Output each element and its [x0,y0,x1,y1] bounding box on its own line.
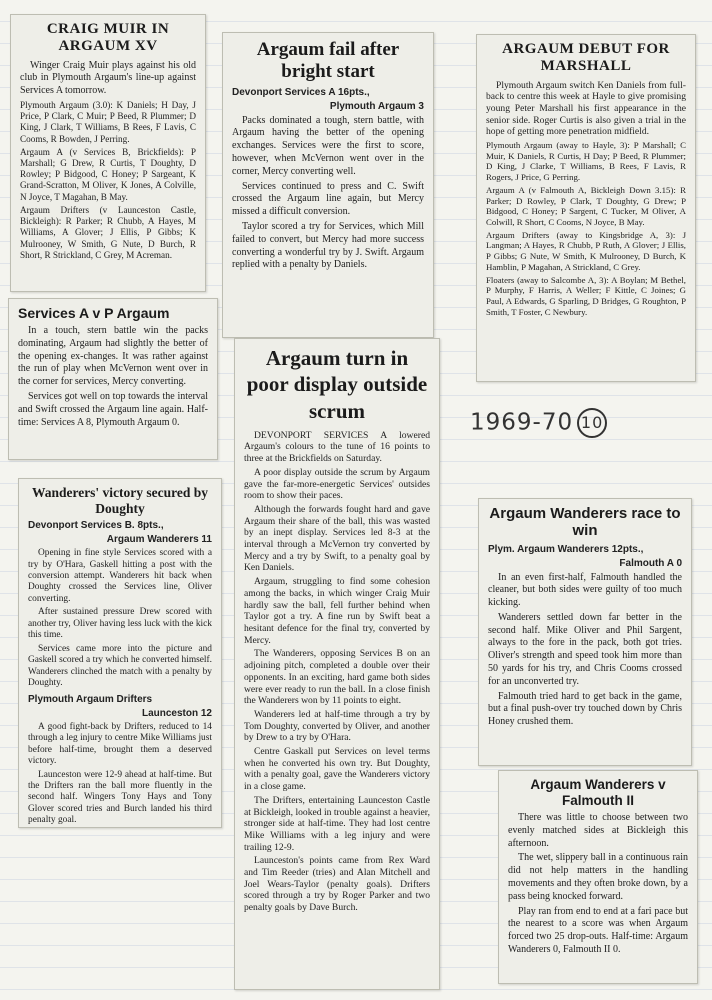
score-line: Falmouth A 0 [619,557,682,569]
paragraph: Wanderers settled down far better in the second half. Mike Oliver and Phil Sargent, always to the fore in the pack, both got tries. Oliver's strength and speed took him more than 50 yards for his try, and Chris Cooms crossed for an unconverted try. [488,611,682,687]
team-lineup: Argaum A (v Falmouth A, Bickleigh Down 3.15): R Parker; D Rowley, P Clark, T Doughty, G Drew; P Bidgood, C Honey; P Sargent, C Tucker, M Oliver, A Colwill, R Short, C Cooms, N Joyce, B May. [486,184,686,228]
headline: ARGAUM DEBUT FOR MARSHALL [502,41,670,75]
paragraph: In a touch, stern battle win the packs dominating, Argaum had slightly the better of the opening ex-changes. It was rather against the run of play when McVernon went over in the corner for services, Mercy converting. [18,325,208,388]
score-line: Plym. Argaum Wanderers 12pts., [488,543,644,555]
paragraph: The Drifters, entertaining Launceston Castle at Bickleigh, looked in trouble against a heavier, stronger side at half-time. They had lost centre Mike Williams with a leg injury and were trailing 12-9. [244,794,430,853]
score-line: Devonport Services A 16pts., [232,86,370,98]
score-line: Devonport Services B. 8pts., [28,520,164,532]
team-lineup: Argaum Drifters (v Launceston Castle, Bickleigh): R Parker; R Chubb, A Hayes, M Williams, A Glover; J Ellis, P Gibbs; K Mulrooney, W Smith, G Nute, D Burch, R Short, R Strickland, C Grey, M Acreman. [20,204,196,260]
paragraph: Services came more into the picture and Gaskell scored a try which he converted himself. Wanderers clinched the match with a penalty by Doughty. [28,643,212,689]
paragraph: A good fight-back by Drifters, reduced to 14 through a leg injury to centre Mike Williams just before half-time, brought them a deserved victory. [28,721,212,767]
page-number-circled: 10 [577,408,607,438]
paragraph: DEVONPORT SERVICES A lowered Argaum's colours to the tune of 16 points to three at the Brickfields on Saturday. [244,429,430,465]
paragraph: Opening in fine style Services scored with a try by O'Hara, Gaskell hitting a post with the conversion attempt. Wanderers hit back when Doughty crossed the Services line, Oliver converting. [28,548,212,604]
paragraph: After sustained pressure Drew scored with another try, Oliver having less luck with the kick this time. [28,607,212,641]
paragraph: A poor display outside the scrum by Argaum gave the far-more-energetic Services' outsides room to show their paces. [244,466,430,502]
team-lineup: Argaum A (v Services B, Brickfields): P Marshall; G Drew, R Curtis, T Doughty, D Rowley; P Bidgood, C Honey; P Sargeant, K Grand-Scratton, M Oliver, K Jones, A Colville, N Joyce, T Magahan, B May. [20,146,196,202]
paragraph: Play ran from end to end at a fari pace but the nearest to a score was when Argaum forced two 25 drop-outs. Half-time: Argaum Wanderers 0, Falmouth II 0. [508,905,688,955]
clipping-bright-start [222,32,434,338]
headline: Services A v P Argaum [18,305,170,321]
paragraph: Winger Craig Muir plays against his old club in Plymouth Argaum's line-up against Services A tomorrow. [20,59,196,97]
paragraph: Services continued to press and C. Swift crossed the Argaum line again, but Mercy missed a difficult conversion. [232,180,424,218]
handwritten-season-note [470,408,640,438]
paragraph: Argaum, struggling to find some cohesion among the backs, in which winger Craig Muir hardly saw the ball, fell further behind when Taylor got a try. A fine run by Swift beat a hesitant defence for the final try, converted by Mercy. [244,576,430,646]
paragraph: Launceston's points came from Rex Ward and Tim Reeder (tries) and Alan Mitchell and Joel Wears-Taylor (penalty goals). Drifters scored through a try by Roger Parker and two penalty goals by Dave Burch. [244,855,430,914]
headline: Argaum Wanderers race to win [489,505,681,540]
clipping-falmouth-ii [498,770,698,984]
clipping-poor-display [234,338,440,990]
headline: Argaum turn in poor display outside scrum [246,346,428,423]
clipping-race-to-win [478,498,692,766]
paragraph: There was little to choose between two evenly matched sides at Bickleigh this afternoon. [508,812,688,849]
team-lineup: Argaum Drifters (away to Kingsbridge A, 3): J Langman; A Hayes, R Chubb, P Ruth, A Glover; J Ellis, P Gibbs; G Nute, W Smith, K Mulrooney, D Burch, K Hamblin, P Magahan, A Strickland, C Grey. [486,229,686,272]
team-lineup: Plymouth Argaum (away to Hayle, 3): P Marshall; C Muir, K Daniels, R Curtis, H Day; P Beed, R Plummer; D King, J Clarke, T Williams, B Rees, F Lavis, R Rogers, J Price, G Perring. [486,140,686,183]
team-lineup: Floaters (away to Salcombe A, 3): A Boylan; M Bethel, P Murphy, F Harris, A Weller; F Kittle, C Joines; G Paul, A Edwards, G Sparling, D Bridges, G Roughton, P Smith, T Foster, C Newbury. [486,274,686,317]
clipping-debut-marshall [476,34,696,382]
clipping-wanderers-victory [18,478,222,828]
paragraph: Although the forwards fought hard and gave Argaum their share of the ball, this was wasted by an inept display. Services led 8-3 at the interval through a McVernon try converted by Mercy and a try by Swift, to a penalty goal by Ken Daniels. [244,503,430,574]
paragraph: Services got well on top towards the interval and Swift crossed the Argaum line again. Half-time: Services A 8, Plymouth Argaum 0. [18,391,208,428]
score-line: Argaum Wanderers 11 [106,534,212,546]
headline: Argaum fail after bright start [256,39,400,82]
paragraph: Plymouth Argaum switch Ken Daniels from full-back to centre this week at Hayle to give promising young Peter Marshall his first appearance in the senior side. Roger Curtis is also given a trial in the hope of getting more penetration midfield. [486,79,686,138]
paragraph: Launceston were 12-9 ahead at half-time. But the Drifters ran the ball more fluently in the second half. Wingers Tony Hays and Tony Glover scored tries and Burch landed his third penalty goal. [28,769,212,826]
paragraph: Falmouth tried hard to get back in the game, but a final push-over try touched down by Chris Honey crushed them. [488,690,682,728]
paragraph: Packs dominated a tough, stern battle, with Argaum having the better of the opening exchanges. Services were the first to score, however, when McVernon went over in the corner, Mercy converting well. [232,114,424,177]
season-text: 1969-70 [470,409,574,436]
paragraph: Centre Gaskall put Services on level terms when he converted his own try. But Doughty, with a penalty goal, gave the Wanderers victory in a close game. [244,746,430,793]
clipping-craig-muir [10,14,206,292]
paragraph: In an even first-half, Falmouth handled the cleaner, but both sides were guilty of too much kicking. [488,571,682,609]
headline: CRAIG MUIR IN ARGAUM XV [46,21,170,55]
headline: Wanderers' victory secured by Doughty [31,485,209,516]
team-lineup: Plymouth Argaum (3.0): K Daniels; H Day, J Price, P Clark, C Muir; P Beed, R Plummer; D King, J Clark, T Williams, B Rees, F Lavis, C Cooms, R Bowden, J Perring. [20,99,196,144]
paragraph: The Wanderers, opposing Services B on an adjoining pitch, completed a double over their opponents. In an exciting, hard game both sides were ever ready to run the ball. In a close finish the Wanderers won by 11 points to eight. [244,648,430,707]
paragraph: Taylor scored a try for Services, which Mill failed to convert, but Mercy had more success converting a wonderful try by J. Swift. Argaum replied with a penalty by Daniels. [232,221,424,271]
paragraph: The wet, slippery ball in a continuous rain did not help matters in the handling movements and they often broke down, by a pass being knocked forward. [508,852,688,902]
score-line: Plymouth Argaum 3 [329,100,424,112]
score-line: Plymouth Argaum Drifters [28,693,153,705]
score-line: Launceston 12 [141,707,212,719]
clipping-services-a [8,298,218,460]
headline: Argaum Wanderers v Falmouth II [530,777,666,808]
paragraph: Wanderers led at half-time through a try by Tom Doughty, converted by Oliver, and another by Drew to a try by O'Hara. [244,708,430,744]
